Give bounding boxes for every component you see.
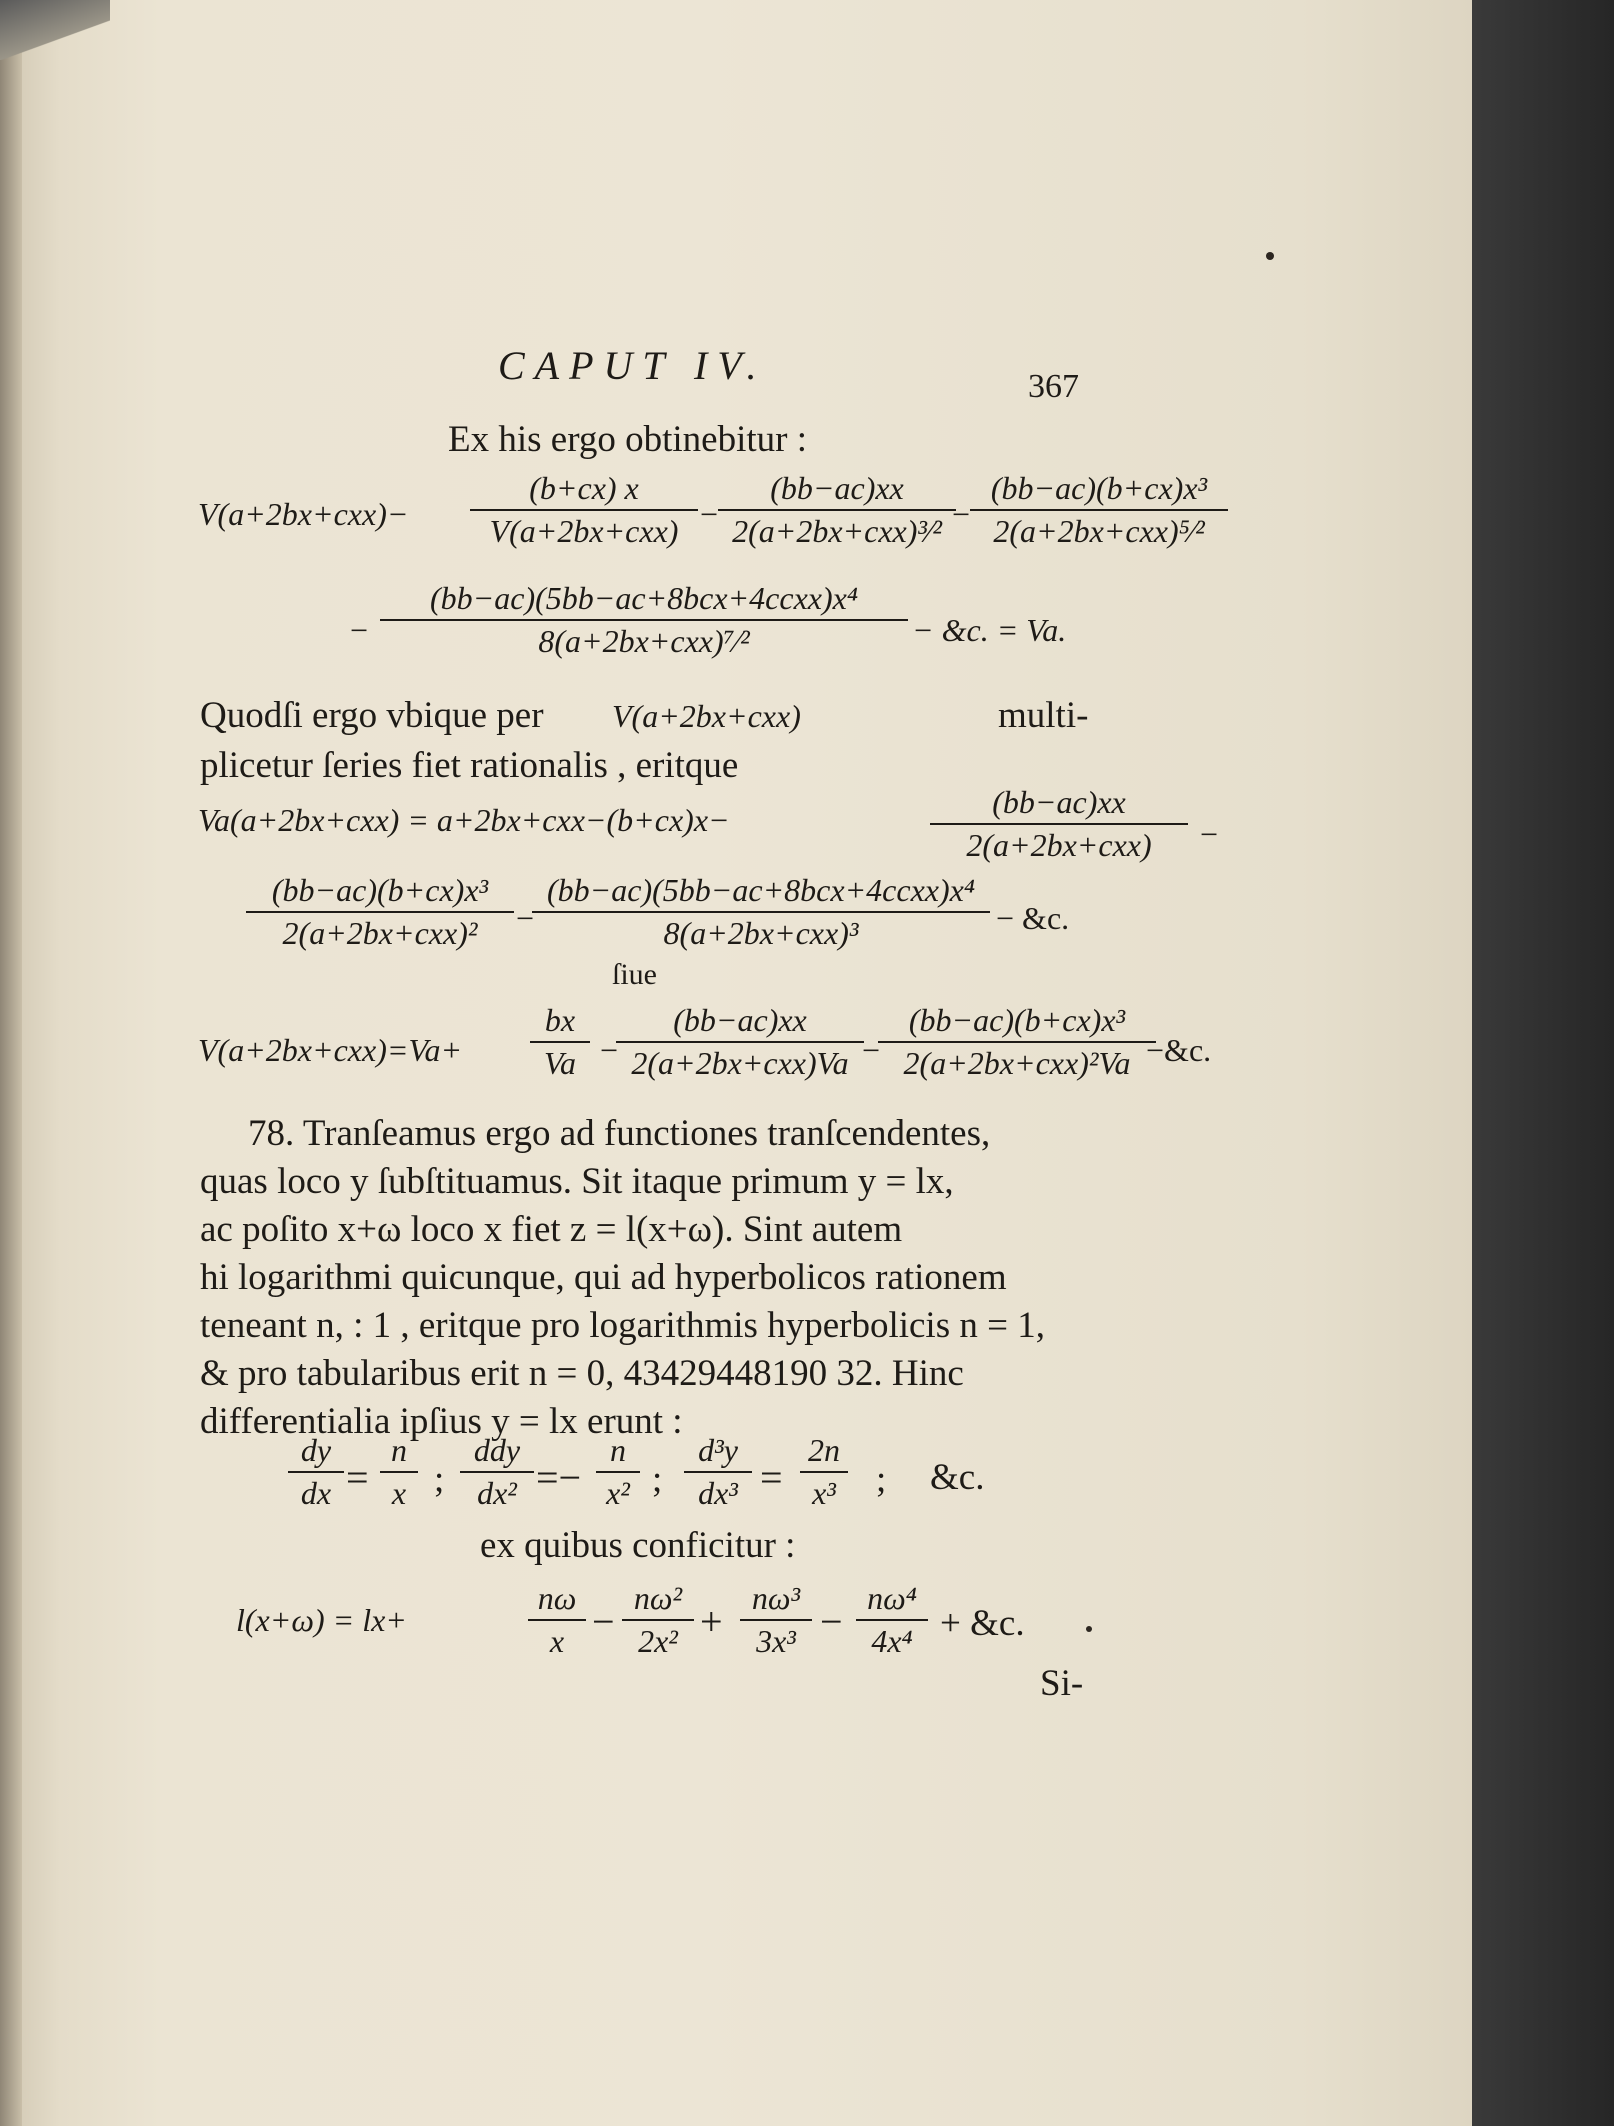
eq1-tail: − &c. = Va. [912, 612, 1067, 648]
eq3-t1-denominator: Va [530, 1041, 590, 1082]
eq4-f2-numerator: ddy [473, 1432, 521, 1468]
page-title: CAPUT IV. [498, 343, 767, 388]
eq1-fraction-4 [380, 580, 908, 660]
eq2-t3-denominator: 8(a+2bx+cxx)³ [532, 911, 990, 952]
eq4-dy-dx [288, 1432, 344, 1512]
eq2-t2-numerator: (bb−ac)(b+cx)x³ [271, 872, 489, 908]
eq1-lead: V(a+2bx+cxx)− [198, 496, 409, 532]
eq4-n-x [380, 1432, 418, 1512]
eq5-tail: + &c. [940, 1603, 1025, 1644]
eq4-f1-denominator: dx [288, 1471, 344, 1512]
eq4-f2r-denominator: x² [596, 1471, 640, 1512]
eq5-lead: l(x+ω) = lx+ [236, 1602, 407, 1638]
eq4-equals-1: = [346, 1455, 369, 1500]
eq5-op-1: − [592, 1599, 615, 1644]
eq5-op-3: − [820, 1599, 843, 1644]
page-number: 367 [1028, 368, 1079, 405]
eq4-d3y-dx3 [684, 1432, 752, 1512]
eq3-t1-numerator: bx [544, 1002, 576, 1038]
eq2-t3-numerator: (bb−ac)(5bb−ac+8bcx+4ccxx)x⁴ [547, 872, 975, 908]
eq3-lead: V(a+2bx+cxx)=Va+ [198, 1032, 463, 1068]
eq5-t2-numerator: nω² [633, 1580, 683, 1616]
section78-line-6: & pro tabularibus erit n = 0, 43429448190 32. Hinc [200, 1353, 964, 1394]
conficitur-line: ex quibus conficitur : [480, 1525, 796, 1566]
eq5-fraction-4 [856, 1580, 928, 1660]
eq4-equals-2: =− [536, 1455, 582, 1500]
section78-line-5: teneant n, : 1 , eritque pro logarithmis hyperbolicis n = 1, [200, 1305, 1045, 1346]
section78-line-3: ac poſito x+ω loco x fiet z = l(x+ω). Sint autem [200, 1209, 903, 1250]
eq1-t2-denominator: 2(a+2bx+cxx)³⁄² [718, 509, 956, 550]
ink-speck [1086, 1626, 1092, 1632]
eq2-t1-denominator: 2(a+2bx+cxx) [930, 823, 1188, 864]
eq5-op-2: + [700, 1599, 723, 1644]
eq1-fraction-2 [718, 470, 956, 550]
eq3-tail: −&c. [1146, 1032, 1212, 1068]
eq4-f3-denominator: dx³ [684, 1471, 752, 1512]
section78-line-2: quas loco y ſubſtituamus. Sit itaque primum y = lx, [200, 1161, 954, 1202]
section78-line-4: hi logarithmi quicunque, qui ad hyperbolicos rationem [200, 1257, 1007, 1298]
intro-line: Ex his ergo obtinebitur : [448, 419, 807, 460]
eq4-f3-numerator: d³y [698, 1432, 738, 1468]
eq4-2n-x3 [800, 1432, 848, 1512]
eq4-f2-denominator: dx² [460, 1471, 534, 1512]
eq5-t4-denominator: 4x⁴ [856, 1619, 928, 1660]
eq1-minus-2: − [952, 496, 971, 532]
eq5-fraction-3 [740, 1580, 812, 1660]
eq3-t2-denominator: 2(a+2bx+cxx)Va [616, 1041, 864, 1082]
eq1-line2-lead: − [350, 612, 369, 648]
eq2-trailing-minus: − [1200, 816, 1219, 852]
eq3-fraction-2 [616, 1002, 864, 1082]
eq5-t1-numerator: nω [537, 1580, 577, 1616]
eq5-t3-numerator: nω³ [751, 1580, 801, 1616]
eq4-f2r-numerator: n [610, 1432, 626, 1468]
eq4-equals-3: = [760, 1455, 783, 1500]
eq2-fraction-1 [930, 784, 1188, 864]
eq2-t1-numerator: (bb−ac)xx [992, 784, 1126, 820]
eq3-minus-1: − [600, 1032, 619, 1068]
eq5-t4-numerator: nω⁴ [867, 1580, 917, 1616]
eq1-t1-denominator: V(a+2bx+cxx) [470, 509, 698, 550]
eq5-fraction-1 [528, 1580, 586, 1660]
eq5-t3-denominator: 3x³ [740, 1619, 812, 1660]
eq3-t3-numerator: (bb−ac)(b+cx)x³ [908, 1002, 1126, 1038]
background-shadow [1472, 0, 1614, 2126]
para1-line1-start: Quodſi ergo vbique per [200, 695, 544, 736]
eq4-f1-numerator: dy [300, 1432, 332, 1468]
eq2-fraction-3 [532, 872, 990, 952]
eq1-t2-numerator: (bb−ac)xx [770, 470, 904, 506]
eq3-minus-2: − [862, 1032, 881, 1068]
eq5-t1-denominator: x [528, 1619, 586, 1660]
eq3-fraction-3 [878, 1002, 1156, 1082]
eq2-lead: Va(a+2bx+cxx) = a+2bx+cxx−(b+cx)x− [198, 802, 730, 838]
eq4-ddy-dx2 [460, 1432, 534, 1512]
para1-line1-end: multi- [998, 695, 1089, 736]
eq1-minus-1: − [700, 496, 719, 532]
eq3-t3-denominator: 2(a+2bx+cxx)²Va [878, 1041, 1156, 1082]
ink-speck [1266, 252, 1274, 260]
eq4-n-x2 [596, 1432, 640, 1512]
eq4-f3r-numerator: 2n [808, 1432, 840, 1468]
eq4-f1r-numerator: n [391, 1432, 407, 1468]
eq4-tail: &c. [930, 1457, 985, 1498]
eq5-fraction-2 [622, 1580, 694, 1660]
eq1-t1-numerator: (b+cx) x [529, 470, 639, 506]
book-gutter [0, 40, 22, 2126]
catchword: Si- [1040, 1663, 1084, 1704]
eq2-t2-denominator: 2(a+2bx+cxx)² [246, 911, 514, 952]
eq3-t2-numerator: (bb−ac)xx [673, 1002, 807, 1038]
para1-line2: plicetur ſeries fiet rationalis , eritque [200, 745, 739, 786]
eq4-f1r-denominator: x [380, 1471, 418, 1512]
eq1-fraction-1 [470, 470, 698, 550]
eq4-sep-3: ; [876, 1459, 887, 1500]
eq1-fraction-3 [970, 470, 1228, 550]
eq3-fraction-1 [530, 1002, 590, 1082]
eq1-t3-numerator: (bb−ac)(b+cx)x³ [990, 470, 1208, 506]
eq4-sep-1: ; [434, 1459, 445, 1500]
eq1-t3-denominator: 2(a+2bx+cxx)⁵⁄² [970, 509, 1228, 550]
para1-line1-math: V(a+2bx+cxx) [612, 698, 801, 734]
eq2-tail: − &c. [996, 900, 1070, 936]
eq4-f3r-denominator: x³ [800, 1471, 848, 1512]
siue-word: ſiue [612, 958, 657, 991]
section78-line-7: differentialia ipſius y = lx erunt : [200, 1401, 683, 1442]
eq2-minus: − [516, 900, 535, 936]
section78-line-1: 78. Tranſeamus ergo ad functiones tranſcendentes, [248, 1113, 991, 1154]
eq4-sep-2: ; [652, 1459, 663, 1500]
eq1-t4-numerator: (bb−ac)(5bb−ac+8bcx+4ccxx)x⁴ [430, 580, 858, 616]
eq1-t4-denominator: 8(a+2bx+cxx)⁷⁄² [380, 619, 908, 660]
page-corner-shadow [0, 0, 110, 60]
eq5-t2-denominator: 2x² [622, 1619, 694, 1660]
eq2-fraction-2 [246, 872, 514, 952]
